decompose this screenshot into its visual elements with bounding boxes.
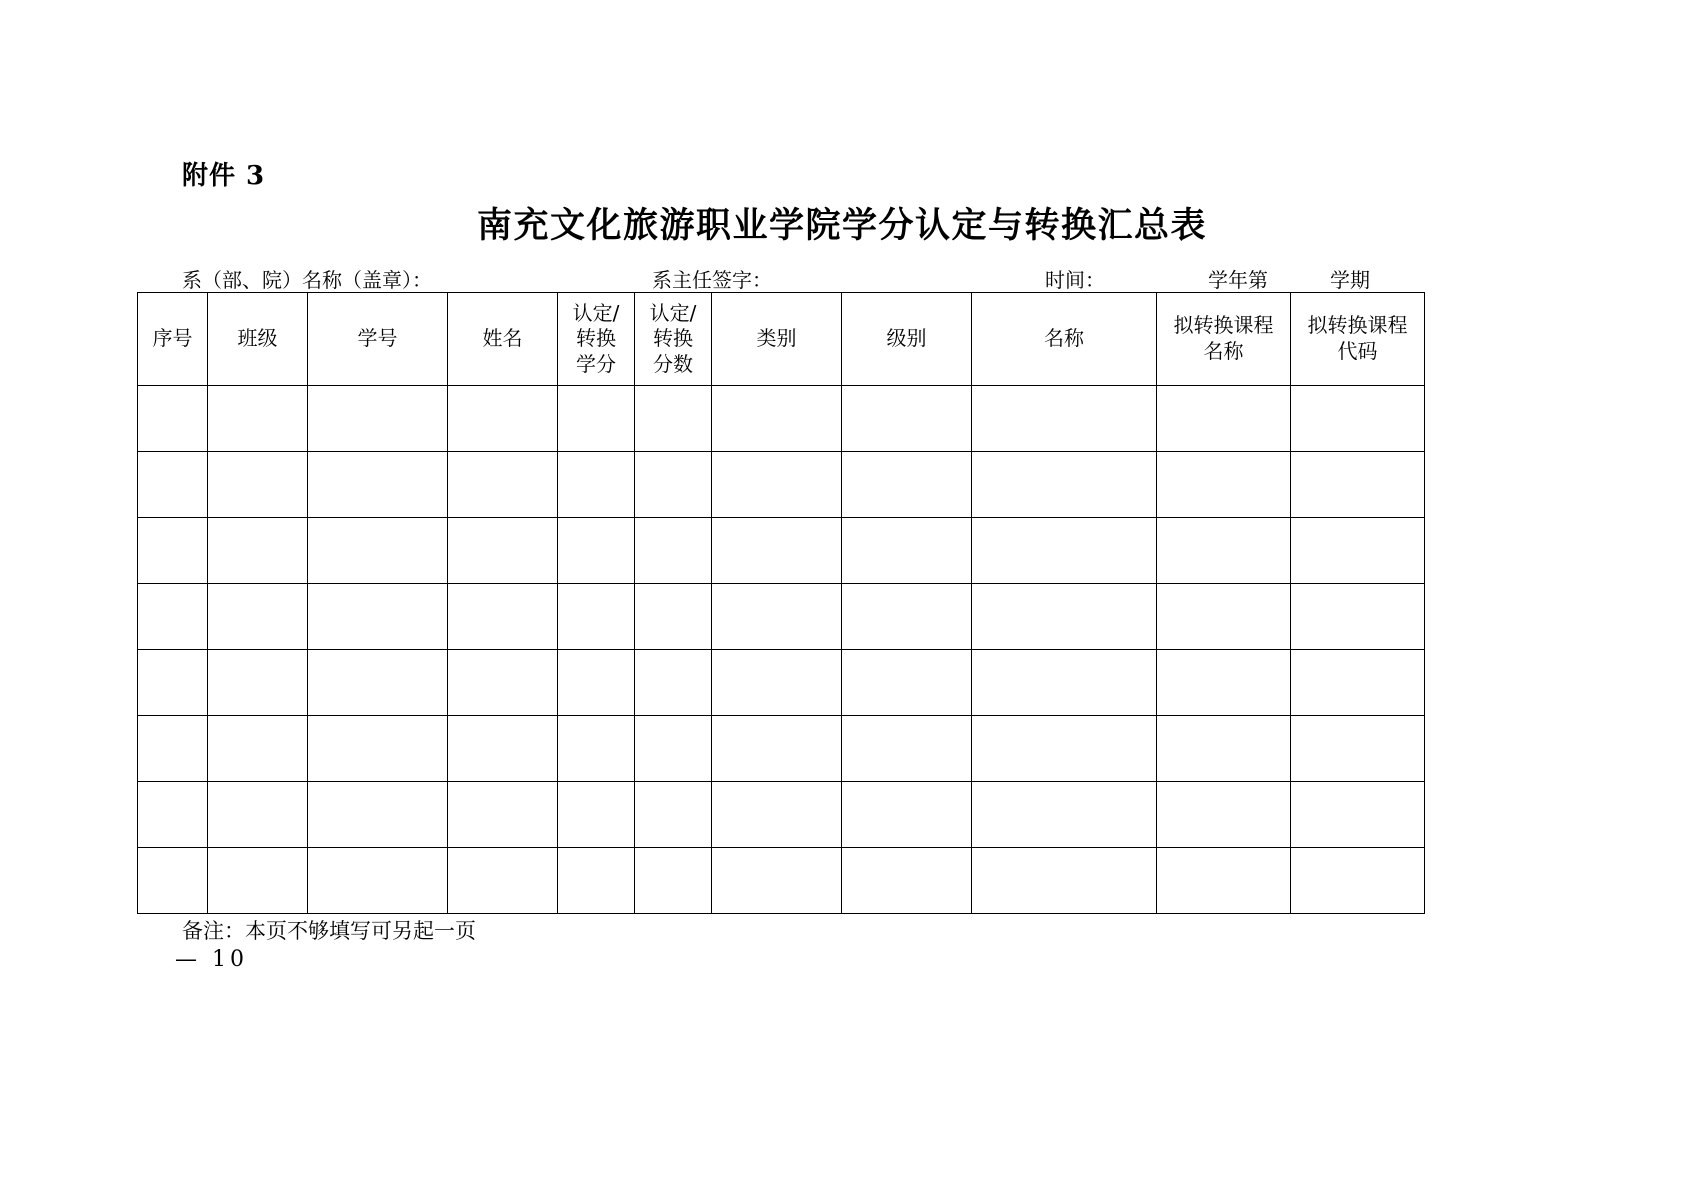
table-header-cell-line: 名称 xyxy=(1044,326,1084,351)
table-row xyxy=(138,386,1425,452)
table-cell[interactable] xyxy=(712,518,842,584)
table-cell[interactable] xyxy=(635,716,712,782)
table-cell[interactable] xyxy=(448,848,558,914)
table-cell[interactable] xyxy=(712,452,842,518)
table-header-cell xyxy=(138,293,208,386)
table-cell[interactable] xyxy=(972,518,1157,584)
table-header-cell-line: 序号 xyxy=(152,326,193,351)
table-cell[interactable] xyxy=(138,716,208,782)
table-cell[interactable] xyxy=(842,782,972,848)
table-cell[interactable] xyxy=(712,782,842,848)
page-title: 南充文化旅游职业学院学分认定与转换汇总表 xyxy=(476,205,1207,246)
table-cell[interactable] xyxy=(635,386,712,452)
table-cell[interactable] xyxy=(635,650,712,716)
table-cell[interactable] xyxy=(448,716,558,782)
table-header-cell-line: 学号 xyxy=(357,326,398,351)
table-cell[interactable] xyxy=(448,518,558,584)
table-cell[interactable] xyxy=(842,584,972,650)
table-cell[interactable] xyxy=(138,386,208,452)
table-cell[interactable] xyxy=(308,386,448,452)
table-row xyxy=(138,452,1425,518)
footer-note: 备注：本页不够填写可另起一页 xyxy=(182,919,476,943)
table-cell[interactable] xyxy=(558,782,635,848)
table-cell[interactable] xyxy=(138,848,208,914)
table-header-cell-line: 认定/ xyxy=(649,300,697,325)
table-cell[interactable] xyxy=(635,584,712,650)
table-cell[interactable] xyxy=(1291,650,1425,716)
director-signature-label: 系主任签字： xyxy=(652,268,772,292)
table-cell[interactable] xyxy=(448,650,558,716)
table-cell[interactable] xyxy=(308,584,448,650)
table-cell[interactable] xyxy=(558,584,635,650)
table-cell[interactable] xyxy=(1157,452,1291,518)
table-cell[interactable] xyxy=(972,584,1157,650)
table-cell[interactable] xyxy=(842,650,972,716)
table-row xyxy=(138,848,1425,914)
table-cell[interactable] xyxy=(208,848,308,914)
table-header-cell xyxy=(1157,293,1291,386)
table-cell[interactable] xyxy=(842,386,972,452)
table-cell[interactable] xyxy=(972,386,1157,452)
table-cell[interactable] xyxy=(138,782,208,848)
time-label: 时间： xyxy=(1045,268,1105,292)
table-cell[interactable] xyxy=(208,584,308,650)
table-header-row xyxy=(138,293,1425,386)
table-cell[interactable] xyxy=(558,386,635,452)
table-cell[interactable] xyxy=(1291,848,1425,914)
table-row xyxy=(138,716,1425,782)
table-cell[interactable] xyxy=(1157,782,1291,848)
table-cell[interactable] xyxy=(208,650,308,716)
table-cell[interactable] xyxy=(712,584,842,650)
table-cell[interactable] xyxy=(972,452,1157,518)
table-cell[interactable] xyxy=(1291,584,1425,650)
form-meta-row xyxy=(140,264,1552,290)
table-header-cell-line: 班级 xyxy=(237,326,278,351)
table-cell[interactable] xyxy=(558,518,635,584)
table-header-cell xyxy=(635,293,712,386)
credit-conversion-table xyxy=(137,292,1425,914)
table-cell[interactable] xyxy=(635,782,712,848)
table-header-cell-line: 代码 xyxy=(1337,339,1378,363)
table-cell[interactable] xyxy=(308,782,448,848)
table-header-cell xyxy=(448,293,558,386)
table-cell[interactable] xyxy=(308,650,448,716)
table-cell[interactable] xyxy=(138,584,208,650)
table-cell[interactable] xyxy=(712,650,842,716)
table-row xyxy=(138,584,1425,650)
table-cell[interactable] xyxy=(208,452,308,518)
table-cell[interactable] xyxy=(558,848,635,914)
page-number: — 10 xyxy=(175,947,248,972)
table-cell[interactable] xyxy=(308,848,448,914)
table-cell[interactable] xyxy=(208,782,308,848)
table-header-cell-line: 转换 xyxy=(653,326,693,351)
table-cell[interactable] xyxy=(138,650,208,716)
table-header-cell xyxy=(1291,293,1425,386)
academic-year-label: 学年第 xyxy=(1208,268,1268,292)
table-cell[interactable] xyxy=(1291,716,1425,782)
table-header-cell-line: 分数 xyxy=(653,351,693,376)
table-cell[interactable] xyxy=(712,386,842,452)
table-cell[interactable] xyxy=(635,452,712,518)
table-cell[interactable] xyxy=(1291,452,1425,518)
table-cell[interactable] xyxy=(842,848,972,914)
table-header-cell-line: 名称 xyxy=(1203,339,1244,363)
table-cell[interactable] xyxy=(972,650,1157,716)
table-header-cell xyxy=(208,293,308,386)
table-cell[interactable] xyxy=(1157,518,1291,584)
table-header-cell-line: 类别 xyxy=(756,326,797,351)
table-cell[interactable] xyxy=(558,716,635,782)
table-header-cell-line: 拟转换课程 xyxy=(1307,313,1408,338)
table-cell[interactable] xyxy=(208,716,308,782)
table-body xyxy=(138,293,1425,914)
term-label: 学期 xyxy=(1330,268,1370,292)
table-header-cell-line: 学分 xyxy=(576,351,616,376)
table-cell[interactable] xyxy=(138,518,208,584)
table-header-cell-line: 转换 xyxy=(576,326,616,351)
table-cell[interactable] xyxy=(972,848,1157,914)
table-cell[interactable] xyxy=(842,716,972,782)
department-name-label: 系（部、院）名称（盖章）： xyxy=(182,268,432,292)
table-row xyxy=(138,518,1425,584)
table-cell[interactable] xyxy=(1157,650,1291,716)
table-cell[interactable] xyxy=(448,782,558,848)
table-header-cell-line: 认定/ xyxy=(572,300,620,325)
table-cell[interactable] xyxy=(448,386,558,452)
table-cell[interactable] xyxy=(208,518,308,584)
table-cell[interactable] xyxy=(712,848,842,914)
table-cell[interactable] xyxy=(208,386,308,452)
attachment-label: 附件 3 xyxy=(182,161,266,191)
table-cell[interactable] xyxy=(1291,386,1425,452)
table-header-cell-line: 拟转换课程 xyxy=(1173,313,1274,338)
table-cell[interactable] xyxy=(1157,386,1291,452)
table-cell[interactable] xyxy=(308,518,448,584)
table-header-cell-line: 姓名 xyxy=(482,326,523,351)
table-cell[interactable] xyxy=(308,452,448,518)
table-header-cell xyxy=(842,293,972,386)
table-cell[interactable] xyxy=(972,782,1157,848)
table-cell[interactable] xyxy=(558,452,635,518)
table-cell[interactable] xyxy=(138,452,208,518)
table-row xyxy=(138,650,1425,716)
table-header-cell-line: 级别 xyxy=(886,326,927,351)
table-cell[interactable] xyxy=(712,716,842,782)
table-cell[interactable] xyxy=(635,848,712,914)
table-header-cell xyxy=(308,293,448,386)
table-cell[interactable] xyxy=(308,716,448,782)
table-cell[interactable] xyxy=(1157,584,1291,650)
table-header-cell xyxy=(972,293,1157,386)
table-cell[interactable] xyxy=(635,518,712,584)
table-cell[interactable] xyxy=(448,452,558,518)
table-cell[interactable] xyxy=(1291,518,1425,584)
table-row xyxy=(138,782,1425,848)
table-cell[interactable] xyxy=(1157,716,1291,782)
table-cell[interactable] xyxy=(558,650,635,716)
table-cell[interactable] xyxy=(842,518,972,584)
table-cell[interactable] xyxy=(1291,782,1425,848)
table-cell[interactable] xyxy=(842,452,972,518)
table-cell[interactable] xyxy=(448,584,558,650)
table-header-cell xyxy=(558,293,635,386)
table-cell[interactable] xyxy=(972,716,1157,782)
table-header-cell xyxy=(712,293,842,386)
table-cell[interactable] xyxy=(1157,848,1291,914)
